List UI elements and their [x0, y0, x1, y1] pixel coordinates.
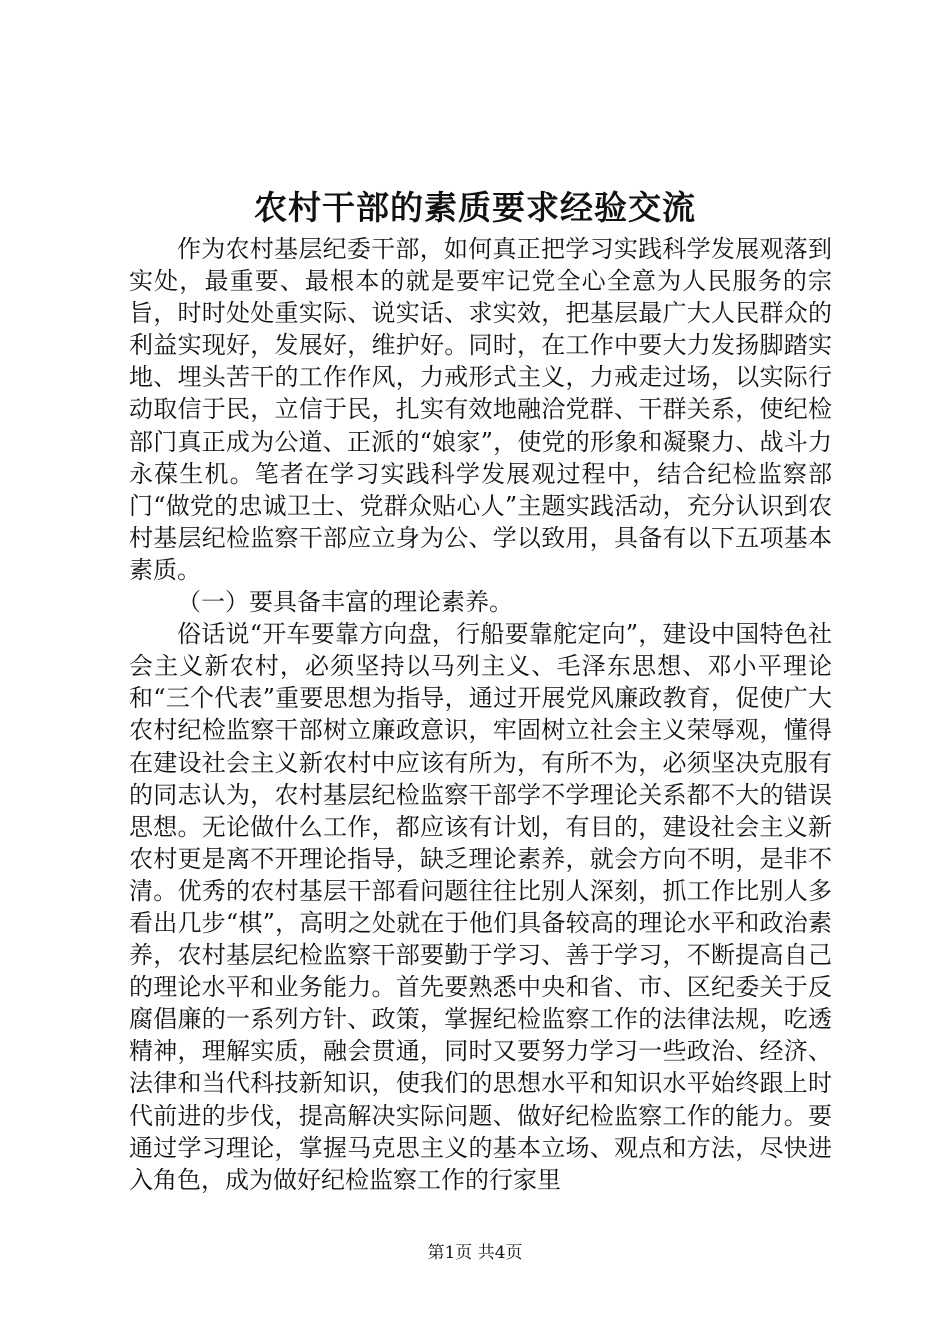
document-body: [129, 233, 832, 1196]
paragraph-section-heading: （一）要具备丰富的理论素养。: [177, 588, 513, 617]
paragraph-intro: 作为农村基层纪委干部，如何真正把学习实践科学发展观落到实处，最重要、最根本的就是要牢记党全心全意为人民服务的宗旨，时时处处重实际、说实话、求实效，把基层最广大人民群众的利益实现好，发展好，维护好。同时，在工作中要大力发扬脚踏实地、埋头苦干的工作作风，力戒形式主义，力戒走过场，以实际行动取信于民，立信于民，扎实有效地融洽党群、干群关系，使纪检部门真正成为公道、正派的“娘家”，使党的形象和凝聚力、战斗力永葆生机。笔者在学习实践科学发展观过程中，结合纪检监察部门“做党的忠诚卫士、党群众贴心人”主题实践活动，充分认识到农村基层纪检监察干部应立身为公、学以致用，具备有以下五项基本素质。: [129, 235, 832, 584]
page-footer: 第1页 共4页: [427, 1243, 523, 1263]
paragraph-theory: 俗话说“开车要靠方向盘，行船要靠舵定向”，建设中国特色社会主义新农村，必须坚持以马列主义、毛泽东思想、邓小平理论和“三个代表”重要思想为指导，通过开展党风廉政教育，促使广大农村纪检监察干部树立廉政意识，牢固树立社会主义荣辱观，懂得在建设社会主义新农村中应该有所为，有所不为，必须坚决克服有的同志认为，农村基层纪检监察干部学不学理论关系都不大的错误思想。无论做什么工作，都应该有计划，有目的，建设社会主义新农村更是离不开理论指导，缺乏理论素养，就会方向不明，是非不清。优秀的农村基层干部看问题往往比别人深刻，抓工作比别人多看出几步“棋”，高明之处就在于他们具备较高的理论水平和政治素养，农村基层纪检监察干部要勤于学习、善于学习，不断提高自己的理论水平和业务能力。首先要熟悉中央和省、市、区纪委关于反腐倡廉的一系列方针、政策，掌握纪检监察工作的法律法规，吃透精神，理解实质，融会贯通，同时又要努力学习一些政治、经济、法律和当代科技新知识，使我们的思想水平和知识水平始终跟上时代前进的步伐，提高解决实际问题、做好纪检监察工作的能力。要通过学习理论，掌握马克思主义的基本立场、观点和方法，尽快进入角色，成为做好纪检监察工作的行家里: [129, 620, 832, 1194]
document-title: 农村干部的素质要求经验交流: [254, 188, 696, 227]
